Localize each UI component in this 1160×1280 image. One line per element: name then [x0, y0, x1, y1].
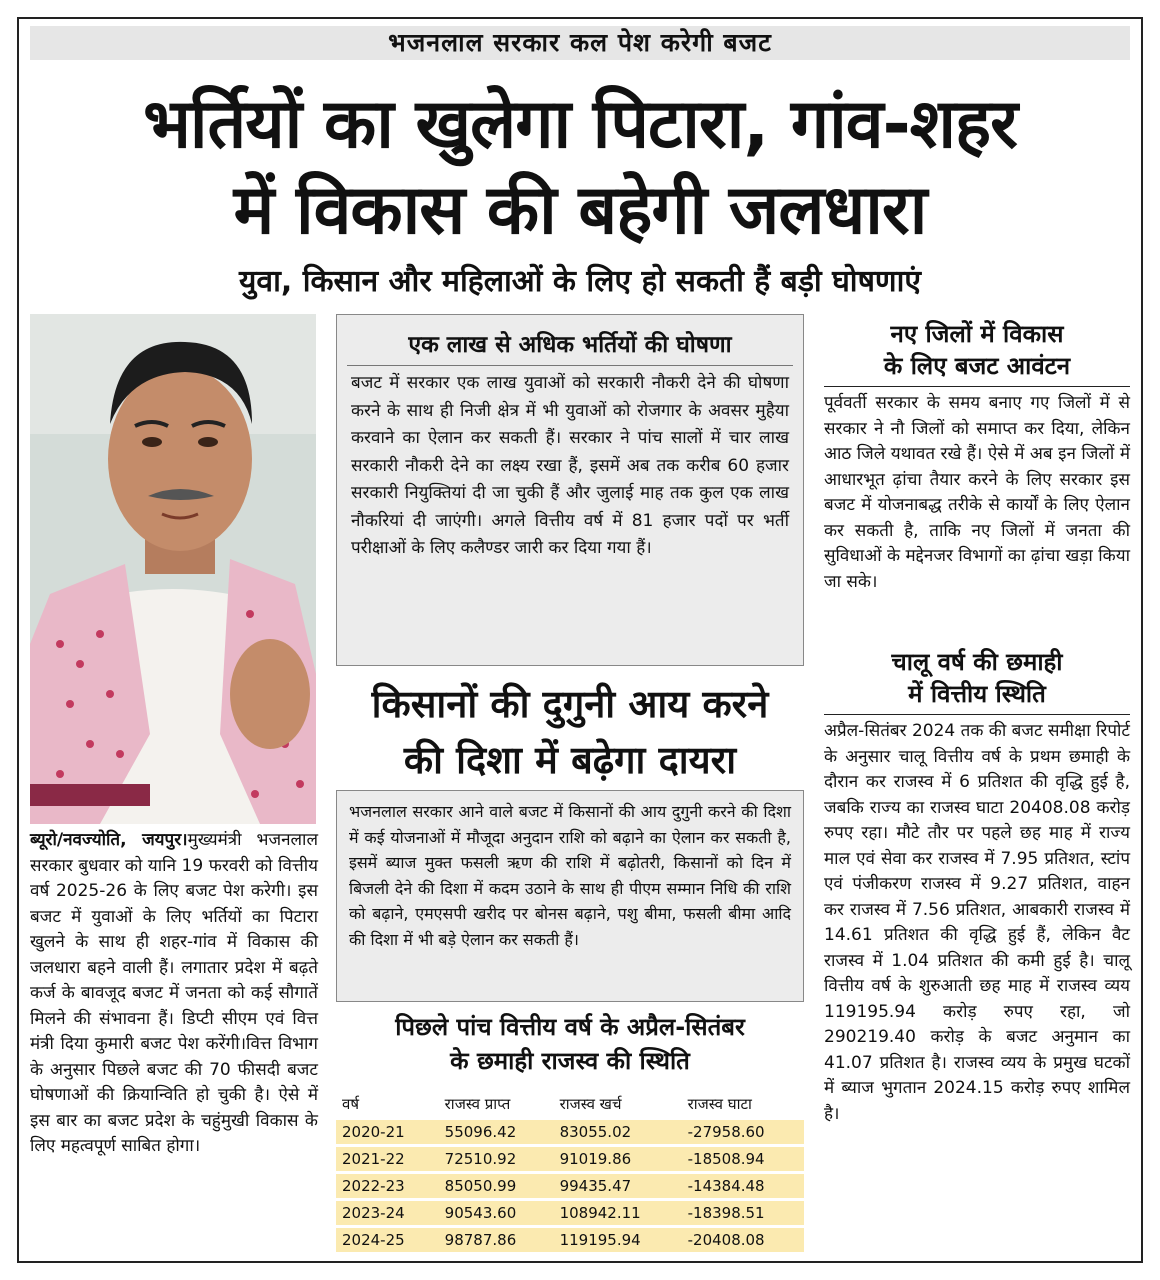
table-row: [336, 1228, 804, 1252]
halfyear-text: अप्रैल-सितंबर 2024 तक की बजट समीक्षा रिपोर्ट के अनुसार चालू वित्तीय वर्ष के प्रथम छमाही के दौरान कर राजस्व में 6 प्रतिशत की वृद्धि हुई है, जबकि राज्य का राजस्व घाटा 20408.08 करोड़ रुपए रहा। मौटे तौर पर पहले छह माह में राज्य माल एवं सेवा कर राजस्व में 7.95 प्रतिशत, स्टांप एवं पंजीकरण राजस्व में 9.27 प्रतिशत, वाहन कर राजस्व में 7.56 प्रतिशत, आबकारी राजस्व में 14.61 प्रतिशत की वृद्धि हुई हैं, लेकिन वैट राजस्व में 1.04 प्रतिशत की कमी हुई है। चालू वित्तीय वर्ष के शुरुआती छह माह में राजस्व व्यय 119195.94 करोड़ रुपए रहा, जो 290219.40 करोड़ के बजट अनुमान का 41.07 प्रतिशत है। राजस्व व्यय के प्रमुख घटकों में ब्याज भुगतान 2024.15 करोड़ रुपए शामिल है।: [824, 721, 1130, 1124]
districts-heading: [824, 318, 1130, 382]
table-row: [336, 1174, 804, 1198]
cell-year: 2021-22: [336, 1147, 439, 1171]
header-revenue-expense: राजस्व खर्च: [559, 1095, 622, 1113]
farmers-heading-line-2: की दिशा में बढ़ेगा दायरा: [403, 738, 737, 782]
cell-year: 2024-25: [336, 1228, 439, 1252]
headline-line-1: भर्तियों का खुलेगा पिटारा, गांव-शहर: [143, 85, 1017, 164]
header-revenue-received: राजस्व प्राप्त: [444, 1095, 511, 1113]
recruitment-box-title: एक लाख से अधिक भर्तियों की घोषणा: [347, 327, 793, 366]
halfyear-heading: [824, 646, 1130, 710]
revenue-table-title: [336, 1010, 804, 1078]
main-headline: [30, 82, 1130, 254]
cell-expense: 83055.02: [554, 1120, 682, 1144]
byline-body: मुख्यमंत्री भजनलाल सरकार बुधवार को यानि 19 फरवरी को वित्तीय वर्ष 2025-26 के लिए बजट पेश करेगी। इस बजट में युवाओं के लिए भर्तियों का पिटारा खुलने के साथ ही शहर-गांव में विकास की जलधारा बहने वाली हैं। लगातार प्रदेश में बढ़ते कर्ज के बावजूद बजट में जनता को कई सौगातें मिलने की संभावना हैं। डिप्टी सीएम एवं वित्त मंत्री दिया कुमारी बजट पेश करेंगी।वित्त विभाग के अनुसार पिछले बजट की 70 फीसदी बजट घोषणाओं की क्रियान्विति हो चुकी है। ऐसे में इस बार का बजट प्रदेश के चहुंमुखी विकास के लिए महत्वपूर्ण साबित होगा।: [30, 830, 318, 1156]
cell-expense: 99435.47: [554, 1174, 682, 1198]
cell-received: 98787.86: [439, 1228, 554, 1252]
header-revenue-deficit: राजस्व घाटा: [687, 1095, 752, 1113]
recruitment-box-text: बजट में सरकार एक लाख युवाओं को सरकारी नौकरी देने की घोषणा करने के साथ ही निजी क्षेत्र में भी युवाओं को रोजगार के अवसर मुहैया करवाने का ऐलान कर सकती हैं। सरकार ने पांच सालों में चार लाख सरकारी नौकरी देने का लक्ष्य रखा हैं, इसमें अब तक करीब 60 हजार सरकारी नियुक्तियां दी जा चुकी हैं और जुलाई माह तक कुल एक लाख नौकरियां दी जाएंगी। अगले वित्तीय वर्ष में 81 हजार पदों पर भर्ती परीक्षाओं के लिए कलैण्डर जारी कर दिया गया हैं।: [351, 373, 789, 558]
farmers-box-text: भजनलाल सरकार आने वाले बजट में किसानों की आय दुगुनी करने की दिशा में कई योजनाओं में मौजूदा अनुदान राशि को बढ़ाने का ऐलान कर सकती है, इसमें ब्याज मुक्त फसली ऋण की राशि में बढ़ोतरी, किसानों को दिन में बिजली देने की दिशा में कदम उठाने के साथ ही पीएम सम्मान निधि की राशि को बढ़ाने, एमएसपी खरीद पर बोनस बढ़ाने, पशु बीमा, फसली बीमा आदि की दिशा में भी बड़े ऐलान कर सकती हैं।: [349, 802, 791, 949]
recruitment-box: [336, 314, 804, 666]
table-row: [336, 1147, 804, 1171]
cell-deficit: -27958.60: [682, 1120, 804, 1144]
cell-year: 2020-21: [336, 1120, 439, 1144]
table-row: [336, 1120, 804, 1144]
cell-expense: 91019.86: [554, 1147, 682, 1171]
revenue-table-title-line-1: पिछले पांच वित्तीय वर्ष के अप्रैल-सितंबर: [395, 1013, 745, 1041]
cell-received: 90543.60: [439, 1201, 554, 1225]
districts-heading-line-1: नए जिलों में विकास: [890, 320, 1064, 348]
cell-year: 2023-24: [336, 1201, 439, 1225]
cell-received: 55096.42: [439, 1120, 554, 1144]
farmers-box: [336, 790, 804, 1002]
header-year: वर्ष: [342, 1095, 360, 1113]
cell-expense: 108942.11: [554, 1201, 682, 1225]
cell-received: 72510.92: [439, 1147, 554, 1171]
farmers-heading: [336, 676, 804, 788]
cell-received: 85050.99: [439, 1174, 554, 1198]
districts-text: पूर्ववर्ती सरकार के समय बनाए गए जिलों में से सरकार ने नौ जिलों को समाप्त कर दिया, लेकिन आठ जिले यथावत रखे हैं। ऐसे में अब इन जिलों में आधारभूत ढ़ांचा तैयार करने के लिए सरकार इस बजट में योजनाबद्ध तरीके से कार्यों के लिए ऐलान कर सकती है, ताकि नए जिलों में जनता की सुविधाओं के मद्देनजर विभागों का ढ़ांचा खड़ा किया जा सके।: [824, 393, 1130, 592]
cell-deficit: -20408.08: [682, 1228, 804, 1252]
kicker-banner: भजनलाल सरकार कल पेश करेगी बजट: [30, 26, 1130, 60]
table-header-row: [336, 1091, 804, 1117]
halfyear-heading-line-1: चालू वर्ष की छमाही: [891, 648, 1063, 676]
cell-deficit: -14384.48: [682, 1174, 804, 1198]
sub-headline: युवा, किसान और महिलाओं के लिए हो सकती हैं बड़ी घोषणाएं: [239, 264, 921, 299]
districts-section: [824, 318, 1130, 595]
halfyear-section: [824, 646, 1130, 1127]
portrait-illustration: [30, 314, 316, 824]
table-row: [336, 1201, 804, 1225]
revenue-table: [336, 1088, 804, 1255]
districts-heading-line-2: के लिए बजट आवंटन: [883, 352, 1071, 380]
cell-year: 2022-23: [336, 1174, 439, 1198]
byline-article-text: [30, 828, 318, 1160]
cell-deficit: -18398.51: [682, 1201, 804, 1225]
headline-line-2: में विकास की बहेगी जलधारा: [233, 171, 927, 250]
byline-source: ब्यूरो/नवज्योति, जयपुर।: [30, 830, 188, 850]
revenue-table-title-line-2: के छमाही राजस्व की स्थिति: [450, 1047, 690, 1075]
halfyear-heading-line-2: में वित्तीय स्थिति: [908, 680, 1046, 708]
chief-minister-photo: [30, 314, 316, 824]
cell-expense: 119195.94: [554, 1228, 682, 1252]
farmers-heading-line-1: किसानों की दुगुनी आय करने: [371, 682, 769, 726]
cell-deficit: -18508.94: [682, 1147, 804, 1171]
